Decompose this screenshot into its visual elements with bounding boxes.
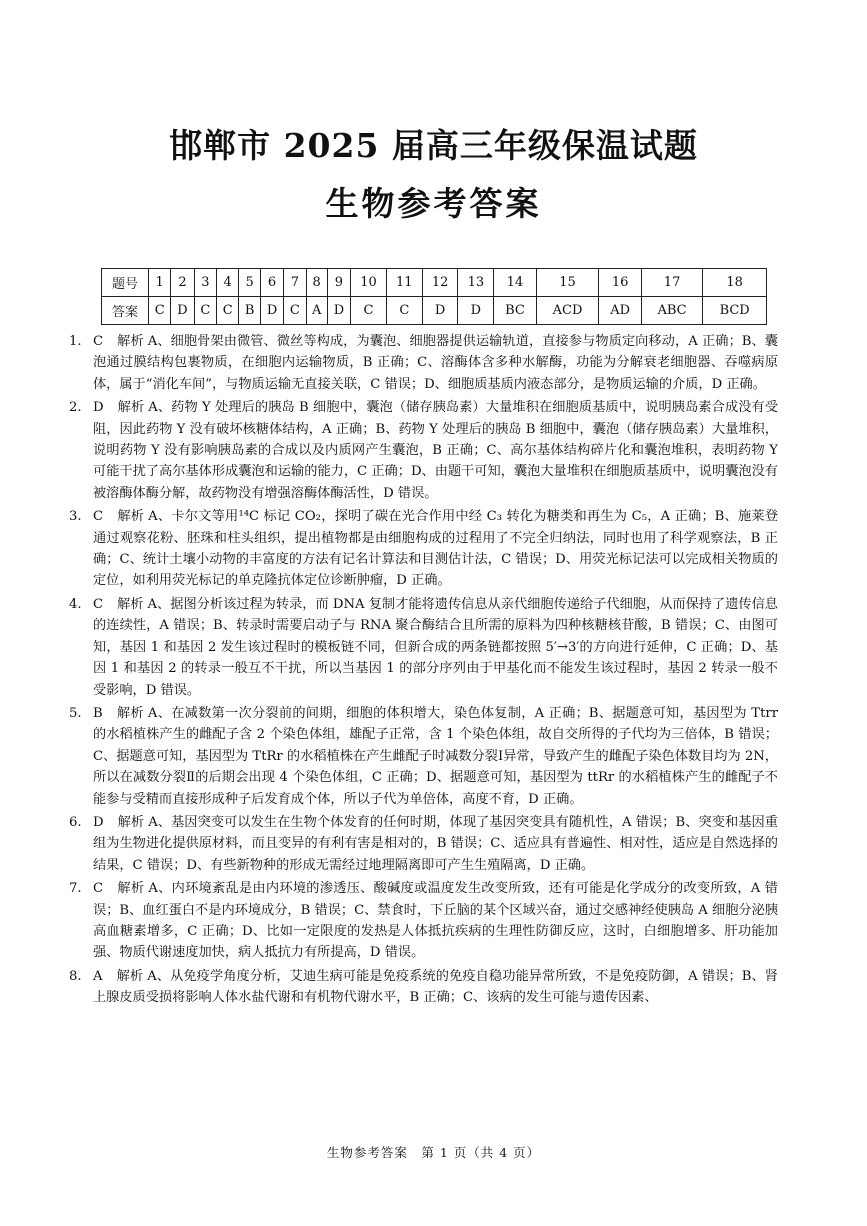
explanation-text: A、药物 Y 处理后的胰岛 B 细胞中，囊泡（储存胰岛素）大量堆积在细胞质基质中，说明胰岛素合成没有受阻，因此药物 Y 没有破坏核糖体结构，A 正确；B、药物 Y 处理后的胰岛 B 细胞中，囊泡（储存胰岛素）大量堆积，说明药物 Y 没有影响胰岛素的合成以及内质网产生囊泡，B 正确；C、高尔基体结构碎片化和囊泡堆积，表明药物 Y 可能干扰了高尔基体形成囊泡和运输的能力，C 正确；D、由题干可知，囊泡大量堆积在细胞质基质中，说明囊泡没有被溶酶体酶分解，故药物没有增强溶酶体酶活性，D 错误。 — [93, 400, 779, 501]
explanation-number: 8. — [69, 968, 82, 984]
explanation-item — [69, 331, 778, 395]
question-number-cell: 15 — [536, 269, 599, 297]
question-number-cell: 10 — [351, 269, 387, 297]
explanation-number: 3. — [69, 509, 82, 525]
page-subtitle: 生物参考答案 — [325, 184, 542, 223]
question-number-cell: 18 — [703, 269, 767, 297]
explanation-text: A、卡尔文等用¹⁴C 标记 CO₂，探明了碳在光合作用中经 C₃ 转化为糖类和再生为 C₅，A 正确；B、施莱登通过观察花粉、胚珠和柱头组织，提出植物都是由细胞构成的过程用了不完全归纳法，同时也用了科学观察法，B 正确；C、统计土壤小动物的丰富度的方法有记名计算法和目测估计法，C 错误；D、用荧光标记法可以完成相关物质的定位，如利用荧光标记的单克隆抗体定位诊断肿瘤，D 正确。 — [93, 509, 779, 589]
explanation-text: A、基因突变可以发生在生物个体发育的任何时期，体现了基因突变具有随机性，A 错误；B、突变和基因重组为生物进化提供原材料，而且变异的有利有害是相对的，B 错误；C、适应具有普遍性、相对性，适应是自然选择的结果，C 错误；D、有些新物种的形成无需经过地理隔离即可产生生殖隔离，D 正确。 — [93, 814, 778, 873]
explanation-label: 解析 — [117, 334, 144, 349]
explanation-text: A、据图分析该过程为转录，而 DNA 复制才能将遗传信息从亲代细胞传递给子代细胞，从而保持了遗传信息的连续性，A 错误；B、转录时需要启动子与 RNA 聚合酶结合且所需的原料为四种核糖核苷酸，B 错误；C、由图可知，基因 1 和基因 2 发生该过程时的模板链不同，但新合成的两条链都按照 5′→3′的方向进行延伸，C 正确；D、基因 1 和基因 2 的转录一般互不干扰，所以当基因 1 的部分序列由于甲基化而不能发生该过程时，基因 2 转录一般不受影响，D 错误。 — [93, 596, 778, 698]
question-number-cell: 5 — [239, 269, 261, 297]
question-number-cell: 17 — [641, 269, 702, 297]
question-number-cell: 13 — [458, 269, 494, 297]
explanation-number: 6. — [69, 814, 82, 830]
explanation-number: 5. — [69, 705, 82, 721]
explanation-label: 解析 — [117, 400, 145, 416]
answer-cell: B — [239, 297, 261, 325]
explanation-answer: A — [93, 968, 103, 984]
answer-cell: C — [217, 297, 239, 325]
answer-cell: D — [327, 297, 350, 325]
answer-cell: BCD — [703, 297, 767, 325]
explanation-answer: C — [93, 596, 104, 612]
explanation-label: 解析 — [117, 814, 145, 830]
explanation-answer: C — [93, 334, 104, 349]
explanation-item — [69, 878, 778, 964]
question-number-cell: 12 — [422, 269, 458, 297]
answer-cell: ACD — [536, 297, 599, 325]
answer-cell: D — [171, 297, 194, 325]
explanation-item — [69, 594, 778, 701]
explanation-label: 解析 — [117, 509, 145, 525]
answer-cell: C — [351, 297, 387, 325]
explanation-item — [69, 703, 778, 810]
question-number-cell: 7 — [284, 269, 306, 297]
explanation-item — [69, 397, 779, 504]
explanation-label: 解析 — [116, 968, 144, 984]
page-footer: 生物参考答案 第 1 页（共 4 页） — [326, 1145, 541, 1160]
explanation-text: A、在减数第一次分裂前的间期，细胞的体积增大，染色体复制，A 正确；B、据题意可知，基因型为 Ttrr 的水稻植株产生的雌配子含 2 个染色体组，雄配子正常，含 1 个染色体组，故自交所得的子代均为三倍体，B 错误；C、据题意可知，基因型为 TtRr 的水稻植株在产生雌配子时减数分裂Ⅰ异常，导致产生的雌配子染色体数目均为 2N，所以在减数分裂Ⅱ的后期会出现 4 个染色体组，C 正确；D、据题意可知，基因型为 ttRr 的水稻植株产生的雌配子不能参与受精而直接形成种子后发育成个体，所以子代为单倍体，高度不育，D 正确。 — [93, 705, 778, 807]
explanation-label: 解析 — [117, 881, 145, 897]
answer-cell: C — [284, 297, 306, 325]
answer-cell: C — [194, 297, 216, 325]
answer-table-number-row — [102, 269, 767, 297]
explanation-number: 1. — [69, 334, 82, 349]
explanation-answer: C — [93, 881, 104, 897]
answer-cell: C — [386, 297, 422, 325]
question-number-cell: 6 — [260, 269, 283, 297]
explanation-item — [69, 506, 779, 592]
answer-table — [101, 268, 767, 325]
answer-cell: ABC — [641, 297, 702, 325]
question-number-cell: 1 — [149, 269, 171, 297]
row-label-answer: 答案 — [102, 297, 149, 325]
explanation-answer: D — [93, 400, 104, 416]
explanation-answer: B — [93, 705, 103, 721]
question-number-cell: 9 — [327, 269, 350, 297]
explanations-section — [69, 331, 779, 1011]
explanation-number: 7. — [69, 881, 82, 897]
explanation-answer: D — [93, 814, 104, 830]
explanation-item — [69, 812, 778, 876]
explanation-label: 解析 — [117, 596, 144, 612]
question-number-cell: 2 — [171, 269, 194, 297]
explanation-number: 2. — [69, 400, 82, 416]
question-number-cell: 3 — [194, 269, 216, 297]
answer-cell: D — [458, 297, 494, 325]
explanation-number: 4. — [69, 596, 82, 612]
explanation-text: A、内环境紊乱是由内环境的渗透压、酸碱度或温度发生改变所致，还有可能是化学成分的改变所致，A 错误；B、血红蛋白不是内环境成分，B 错误；C、禁食时，下丘脑的某个区域兴奋，通过交感神经使胰岛 A 细胞分泌胰高血糖素增多，C 正确；D、比如一定限度的发热是人体抵抗疾病的生理性防御反应，这时，白细胞增多、肝功能加强、物质代谢速度加快，病人抵抗力有所提高，D 错误。 — [93, 881, 778, 961]
explanation-text: A、细胞骨架由微管、微丝等构成，为囊泡、细胞器提供运输轨道，直接参与物质定向移动，A 正确；B、囊泡通过膜结构包裹物质，在细胞内运输物质，B 正确；C、溶酶体含多种水解酶，功能为分解衰老细胞器、吞噬病原体，属于“消化车间”，与物质运输无直接关联，C 错误；D、细胞质基质内液态部分，是物质运输的介质，D 正确。 — [93, 334, 778, 392]
answer-cell: AD — [599, 297, 641, 325]
answer-cell: BC — [494, 297, 536, 325]
question-number-cell: 16 — [599, 269, 641, 297]
explanation-item — [69, 966, 778, 1009]
answer-cell: A — [306, 297, 327, 325]
question-number-cell: 4 — [217, 269, 239, 297]
answer-cell: D — [422, 297, 458, 325]
explanation-label: 解析 — [116, 705, 144, 721]
explanation-text: A、从免疫学角度分析，艾迪生病可能是免疫系统的免疫自稳功能异常所致，不是免疫防御，A 错误；B、肾上腺皮质受损将影响人体水盐代谢和有机物代谢水平，B 正确；C、该病的发生可能与遗传因素、 — [93, 968, 778, 1006]
answer-cell: D — [260, 297, 283, 325]
question-number-cell: 11 — [386, 269, 422, 297]
question-number-cell: 8 — [306, 269, 327, 297]
page-title: 邯郸市 2025 届高三年级保温试题 — [169, 126, 698, 165]
question-number-cell: 14 — [494, 269, 536, 297]
explanation-answer: C — [93, 509, 104, 525]
answer-table-answer-row — [102, 297, 767, 325]
answer-cell: C — [149, 297, 171, 325]
row-label-question-number: 题号 — [102, 269, 149, 297]
